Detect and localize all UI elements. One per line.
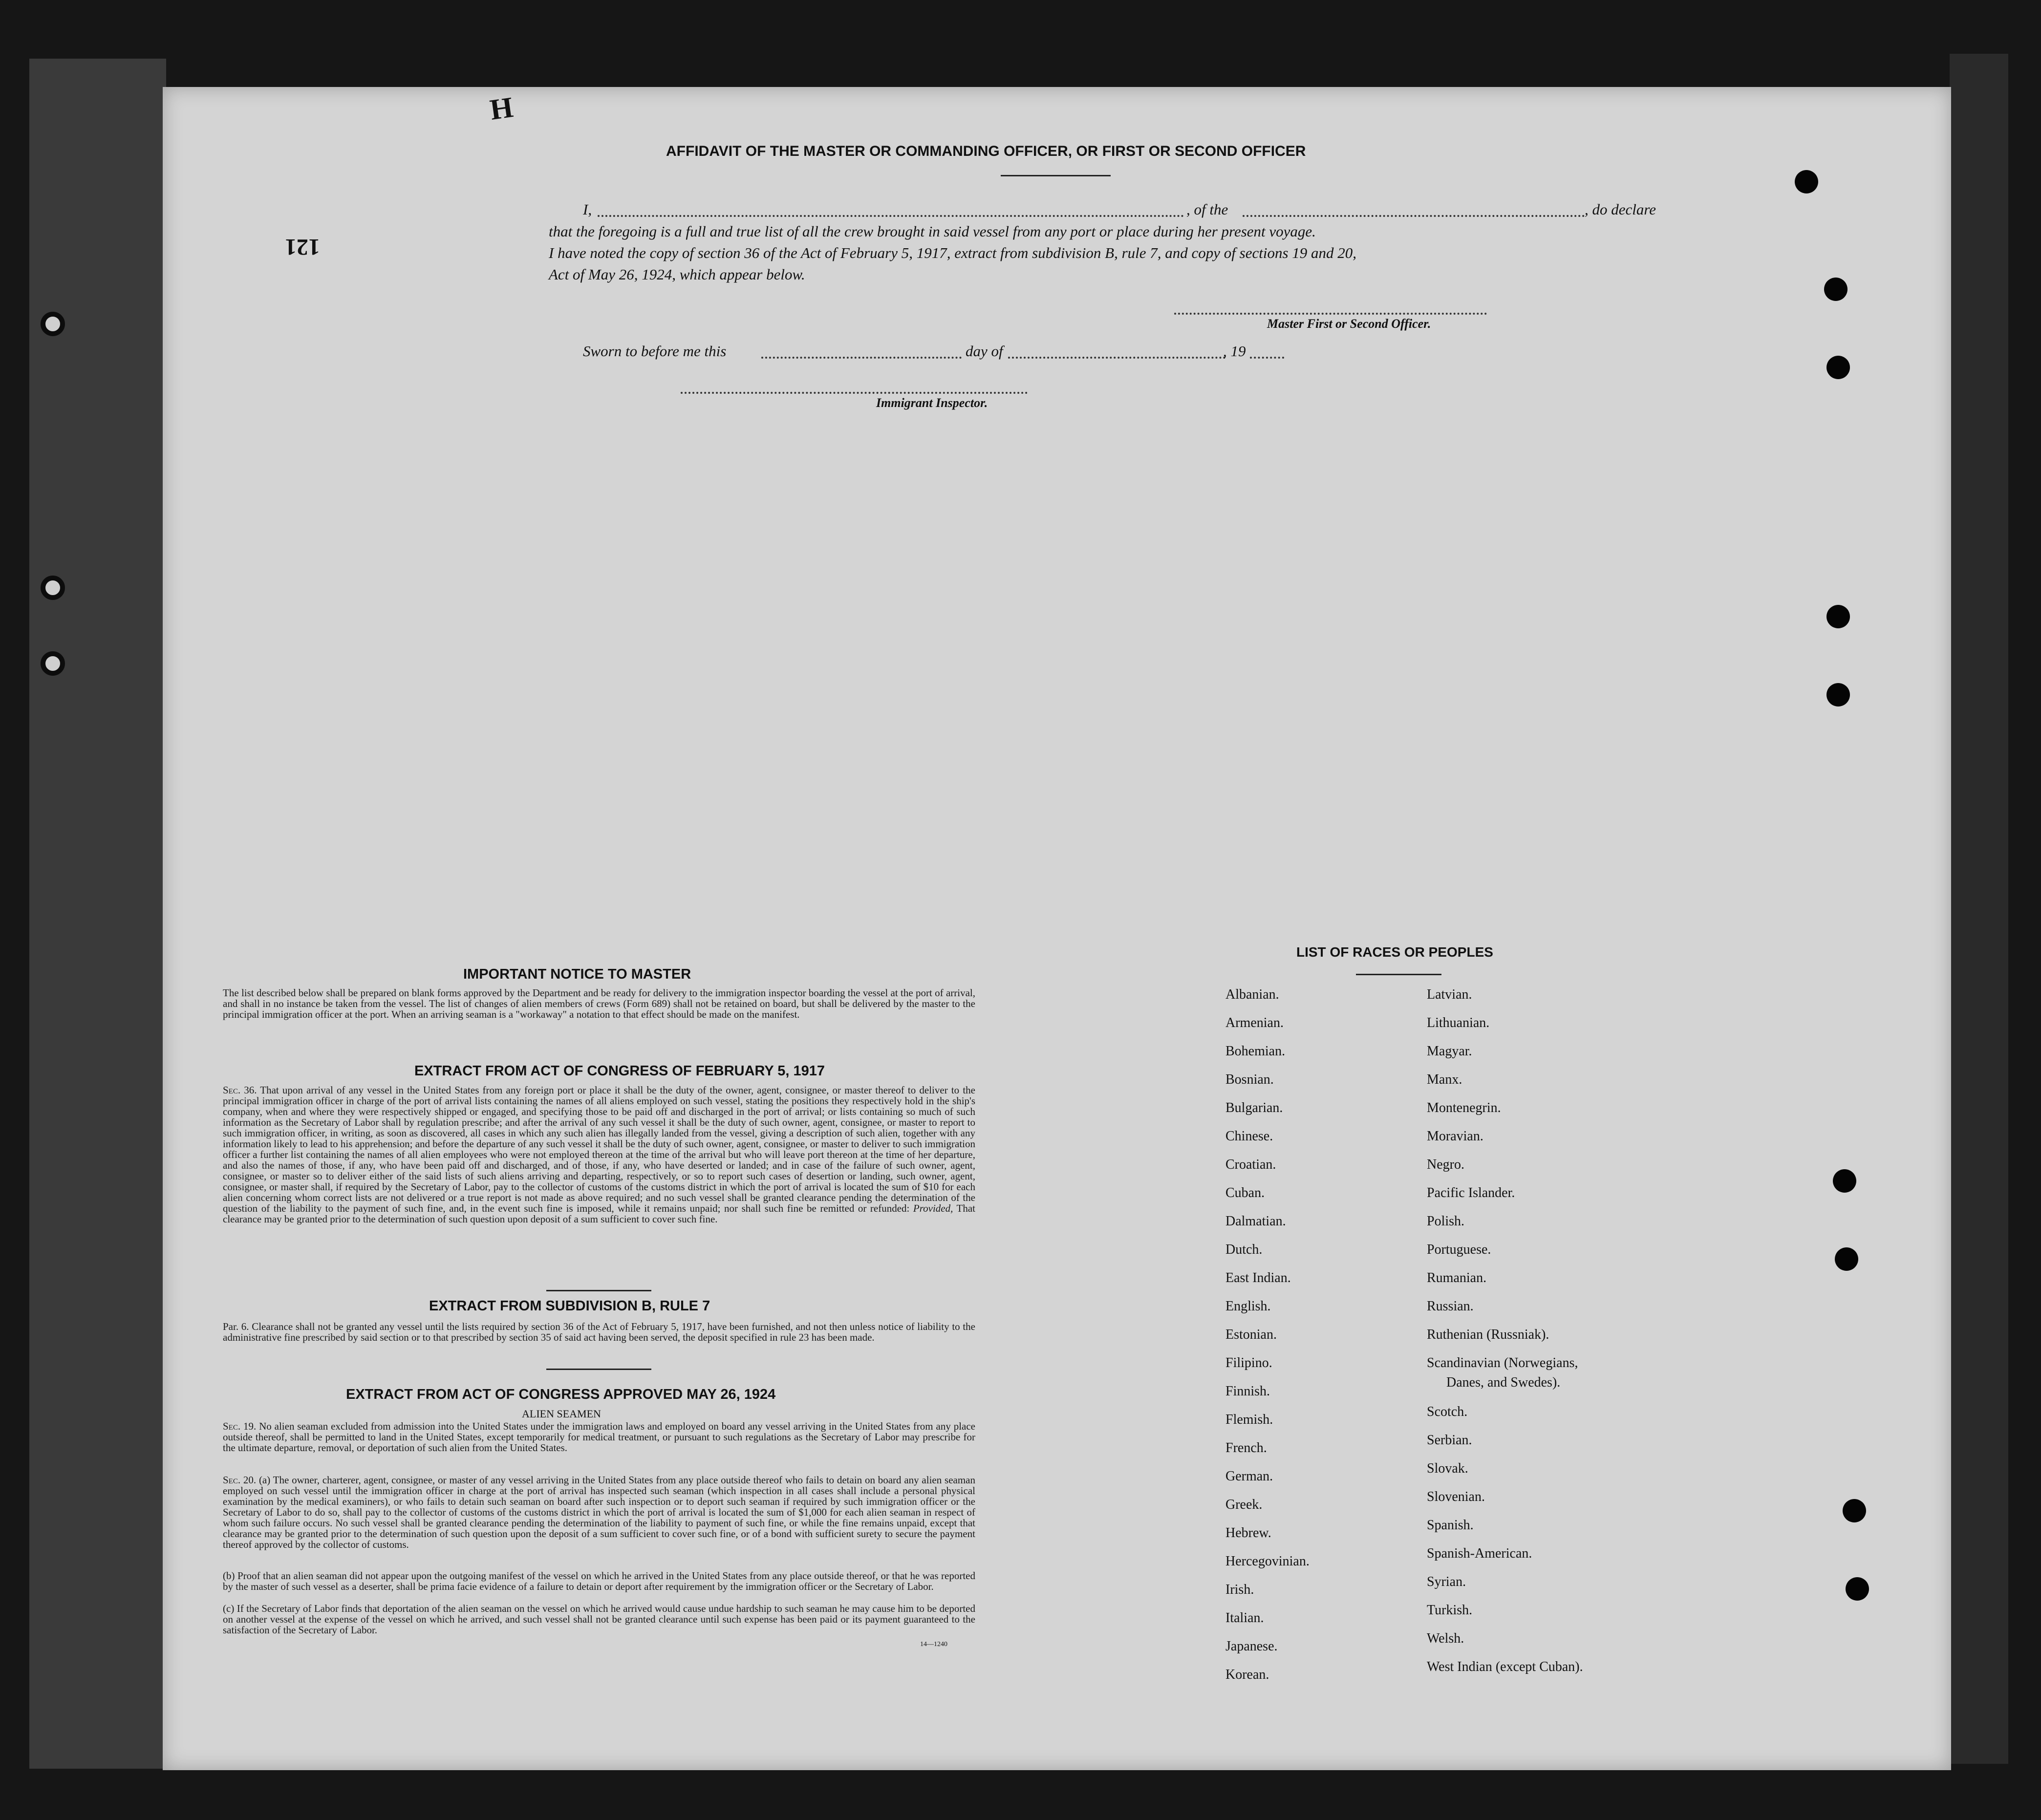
affidavit-line-4: Act of May 26, 1924, which appear below. xyxy=(549,266,805,283)
sec-20a-text: (a) The owner, charterer, agent, consignee, or master of any vessel arriving in the United States from any place outside thereof who fails to detain on board any alien seaman employed on such vessel until the immigration officer in charge at the port of arrival has inspected such seaman (which inspection in all cases shall include a personal physical examination by the medical examiners), or who fails to detain such seaman on board after such inspection or to deport such seaman if required by such immigration officer or the Secretary of Labor to do so, shall pay to the collector of customs of the customs district in which the port of arrival is located the sum of $1,000 for each alien seaman in respect of whom such failure occurs. No such vessel shall be granted clearance pending the determination of the liability to payment of such fine, or while the fine remains unpaid, except that clearance may be granted prior to the determination of such question upon the deposit of a sum sufficient to cover such fine, or of a bond with sufficient surety to secure the payment thereof approved by the collector of customs. xyxy=(223,1474,976,1550)
race-item: Portuguese. xyxy=(1427,1242,1491,1257)
section-divider xyxy=(546,1290,651,1291)
proviso-word: Provided, xyxy=(913,1202,953,1214)
affidavit-i-label: I, xyxy=(583,201,592,218)
sworn-label: Sworn to before me this xyxy=(583,343,727,360)
race-item: Armenian. xyxy=(1225,1015,1284,1030)
race-item: Spanish-American. xyxy=(1427,1546,1532,1561)
race-item: Cuban. xyxy=(1225,1185,1265,1200)
race-item: Moravian. xyxy=(1427,1129,1483,1144)
punch-hole xyxy=(1795,170,1818,193)
inspector-signature-line[interactable] xyxy=(681,392,1028,394)
affidavit-line-2: that the foregoing is a full and true list of all the crew brought in said vessel from any port or place during her present voyage. xyxy=(549,223,1316,240)
race-item: Scandinavian (Norwegians, xyxy=(1427,1355,1578,1370)
binder-ring xyxy=(41,576,65,600)
race-item: Albanian. xyxy=(1225,987,1279,1002)
races-title-rule xyxy=(1356,974,1441,975)
race-item: Welsh. xyxy=(1427,1631,1464,1646)
binder-ring xyxy=(41,312,65,336)
race-item: Estonian. xyxy=(1225,1327,1277,1342)
proviso-text: That clearance may be granted prior to the determination of such question upon deposit of a sum sufficient to cover such fine. xyxy=(223,1202,976,1225)
sec-20c-body: (c) If the Secretary of Labor finds that deportation of the alien seaman on the vessel on which he arrived would cause undue hardship to such seaman he may cause him to be deported on another vessel at the expense of the vessel on which he arrived, and such vessel shall not be granted clearance until such expense has been paid or its payment guaranteed to the satisfaction of the Secretary of Labor. xyxy=(223,1603,975,1636)
race-item: Syrian. xyxy=(1427,1574,1466,1589)
race-item: Dutch. xyxy=(1225,1242,1263,1257)
punch-hole xyxy=(1843,1499,1866,1522)
race-item: Turkish. xyxy=(1427,1603,1473,1618)
race-item: Manx. xyxy=(1427,1072,1462,1087)
affidavit-of-the-label: , of the xyxy=(1186,201,1228,218)
race-item: Irish. xyxy=(1225,1582,1254,1597)
race-item: Montenegrin. xyxy=(1427,1100,1501,1115)
rule7-body: Par. 6. Clearance shall not be granted any vessel until the lists required by section 36 of the Act of February 5, 1917, have been furnished, and not then unless notice of liability to the administrative fine prescribed by said section or to that prescribed by section 35 of said act having been served, the deposit specified in rule 23 has been made. xyxy=(223,1321,975,1343)
section-divider xyxy=(546,1369,651,1370)
race-item: Scotch. xyxy=(1427,1404,1468,1419)
punch-hole xyxy=(1835,1247,1858,1271)
sworn-month-line[interactable] xyxy=(1008,357,1225,359)
race-item: Danes, and Swedes). xyxy=(1446,1375,1561,1390)
notice-title: IMPORTANT NOTICE TO MASTER xyxy=(463,966,691,982)
form-number: 14—1240 xyxy=(920,1641,947,1648)
year-label: , 19 xyxy=(1223,343,1246,360)
extract-1917-body xyxy=(223,1085,975,1224)
race-item: Italian. xyxy=(1225,1610,1264,1626)
race-item: Chinese. xyxy=(1225,1129,1273,1144)
race-item: Slovak. xyxy=(1427,1461,1468,1476)
race-item: Japanese. xyxy=(1225,1639,1278,1654)
sworn-day-line[interactable] xyxy=(761,357,962,359)
race-item: Dalmatian. xyxy=(1225,1214,1286,1229)
alien-seamen-subtitle: ALIEN SEAMEN xyxy=(522,1408,601,1420)
punch-hole xyxy=(1833,1169,1856,1193)
race-item: Hercegovinian. xyxy=(1225,1554,1310,1569)
race-item: East Indian. xyxy=(1225,1270,1291,1285)
affidavit-declare-label: , do declare xyxy=(1585,201,1656,218)
race-item: Bulgarian. xyxy=(1225,1100,1283,1115)
punch-hole xyxy=(1826,356,1850,379)
extract-1917-title: EXTRACT FROM ACT OF CONGRESS OF FEBRUARY 5, 1917 xyxy=(414,1063,825,1079)
race-item: Croatian. xyxy=(1225,1157,1276,1172)
race-item: Greek. xyxy=(1225,1497,1263,1512)
race-item: Russian. xyxy=(1427,1299,1474,1314)
sec-20-label: Sec. 20. xyxy=(223,1474,257,1486)
name-field-line[interactable] xyxy=(598,215,1184,217)
document-page xyxy=(163,87,1951,1770)
race-item: Negro. xyxy=(1427,1157,1464,1172)
sec-36-text: That upon arrival of any vessel in the United States from any foreign port or place it shall be the duty of the owner, agent, consignee, or master thereof to deliver to the principal immigration officer in charge of the port of arrival lists containing the names of all aliens employed on such vessel, stating the positions they respectively hold in the ship's company, when and where they were respectively shipped or engaged, and specifying those to be paid off and discharged in the port of arrival; or lists containing so much of such information as the Secretary of Labor shall by regulation prescribe; and after the arrival of any such vessel it shall be the duty of such owner, agent, consignee, or master to report to such immigration officer, in writing, as soon as discovered, all cases in which any such alien has illegally landed from the vessel, giving a description of such alien, together with any information likely to lead to his apprehension; and before the departure of any such vessel it shall be the duty of such owner, agent, consignee, or master to deliver to such immigration officer a further list containing the names of all alien employees who were not employed thereon at the time of the arrival but who will leave port thereon at the time of her departure, and also the names of those, if any, who have been paid off and discharged, and of those, if any, who have deserted or landed; and in case of the failure of such owner, agent, consignee, or master so to deliver either of the said lists of such aliens arriving and departing, respectively, or so to report such cases of desertion or landing, such owner, agent, consignee, or master shall, if required by the Secretary of Labor, pay to the collector of customs of the customs district in which the port of arrival is located the sum of $10 for each alien concerning whom correct lists are not delivered or a true report is not made as above required; and no such vessel shall be granted clearance pending the determination of the question of the liability to the payment of such fine, and, in the event such fine is imposed, while it remains unpaid; nor shall such fine be remitted or refunded: xyxy=(223,1084,975,1214)
races-title: LIST OF RACES OR PEOPLES xyxy=(1296,944,1493,960)
race-item: Filipino. xyxy=(1225,1355,1272,1370)
day-of-label: day of xyxy=(966,343,1003,360)
race-item: Korean. xyxy=(1225,1667,1269,1682)
race-item: French. xyxy=(1225,1440,1267,1456)
punch-hole xyxy=(1826,605,1850,628)
sec-19-body xyxy=(223,1421,975,1453)
race-item: Polish. xyxy=(1427,1214,1465,1229)
sec-20a-body xyxy=(223,1475,975,1550)
race-item: Magyar. xyxy=(1427,1044,1472,1059)
sec-36-label: Sec. 36. xyxy=(223,1084,257,1096)
race-item: West Indian (except Cuban). xyxy=(1427,1659,1583,1674)
binder-ring xyxy=(41,651,65,676)
race-item: German. xyxy=(1225,1469,1273,1484)
notice-body: The list described below shall be prepared on blank forms approved by the Department and be ready for delivery to the immigration inspector boarding the vessel at the port of arrival, and shall in no instance be taken from the vessel. The list of changes of alien members of crews (Form 689) shall not be retained on board, but shall be delivered by the master to the principal immigration officer at the port. When an arriving seaman is a "workaway" a notation to that effect should be made on the manifest. xyxy=(223,987,975,1020)
affidavit-line-3: I have noted the copy of section 36 of the Act of February 5, 1917, extract from subdivision B, rule 7, and copy of sections 19 and 20, xyxy=(549,244,1357,261)
race-item: Lithuanian. xyxy=(1427,1015,1490,1030)
vessel-field-line[interactable] xyxy=(1243,215,1585,217)
sworn-year-line[interactable] xyxy=(1250,357,1284,359)
master-signature-label: Master First or Second Officer. xyxy=(1267,317,1431,331)
sec-20b-body: (b) Proof that an alien seaman did not appear upon the outgoing manifest of the vessel on which he arrived in the United States from any place outside thereof, or that he was reported by the master of such vessel as a deserter, shall be prima facie evidence of a failure to detain or deport after requirement by the immigration officer or the Secretary of Labor. xyxy=(223,1570,975,1592)
race-item: Hebrew. xyxy=(1225,1525,1271,1541)
act-1924-title: EXTRACT FROM ACT OF CONGRESS APPROVED MAY 26, 1924 xyxy=(346,1387,776,1402)
affidavit-title: AFFIDAVIT OF THE MASTER OR COMMANDING OFFICER, OR FIRST OR SECOND OFFICER xyxy=(666,143,1306,159)
race-item: Flemish. xyxy=(1225,1412,1273,1427)
scan-border-right xyxy=(1950,54,2008,1764)
punch-hole xyxy=(1846,1577,1869,1601)
punch-hole xyxy=(1826,683,1850,707)
race-item: Bosnian. xyxy=(1225,1072,1274,1087)
top-handwritten-mark: H xyxy=(488,91,515,126)
race-item: Slovenian. xyxy=(1427,1489,1485,1504)
affidavit-title-rule xyxy=(1001,175,1111,176)
side-stamp-number: 121 xyxy=(285,234,320,260)
master-signature-line[interactable] xyxy=(1174,313,1487,315)
rule7-title: EXTRACT FROM SUBDIVISION B, RULE 7 xyxy=(429,1298,710,1314)
race-item: Pacific Islander. xyxy=(1427,1185,1515,1200)
race-item: Latvian. xyxy=(1427,987,1472,1002)
sec-19-text: No alien seaman excluded from admission into the United States under the immigration laws and employed on board any vessel arriving in the United States from any place outside thereof, shall be permitted to land in the United States, except temporarily for medical treatment, or pursuant to such regulations as the Secretary of Labor may prescribe for the ultimate departure, removal, or deportation of such alien from the United States. xyxy=(223,1420,975,1454)
race-item: English. xyxy=(1225,1299,1271,1314)
race-item: Bohemian. xyxy=(1225,1044,1286,1059)
inspector-label: Immigrant Inspector. xyxy=(876,396,988,410)
punch-hole xyxy=(1824,278,1848,301)
race-item: Finnish. xyxy=(1225,1384,1270,1399)
race-item: Rumanian. xyxy=(1427,1270,1487,1285)
sec-19-label: Sec. 19. xyxy=(223,1420,257,1432)
race-item: Serbian. xyxy=(1427,1433,1472,1448)
race-item: Spanish. xyxy=(1427,1518,1474,1533)
race-item: Ruthenian (Russniak). xyxy=(1427,1327,1549,1342)
